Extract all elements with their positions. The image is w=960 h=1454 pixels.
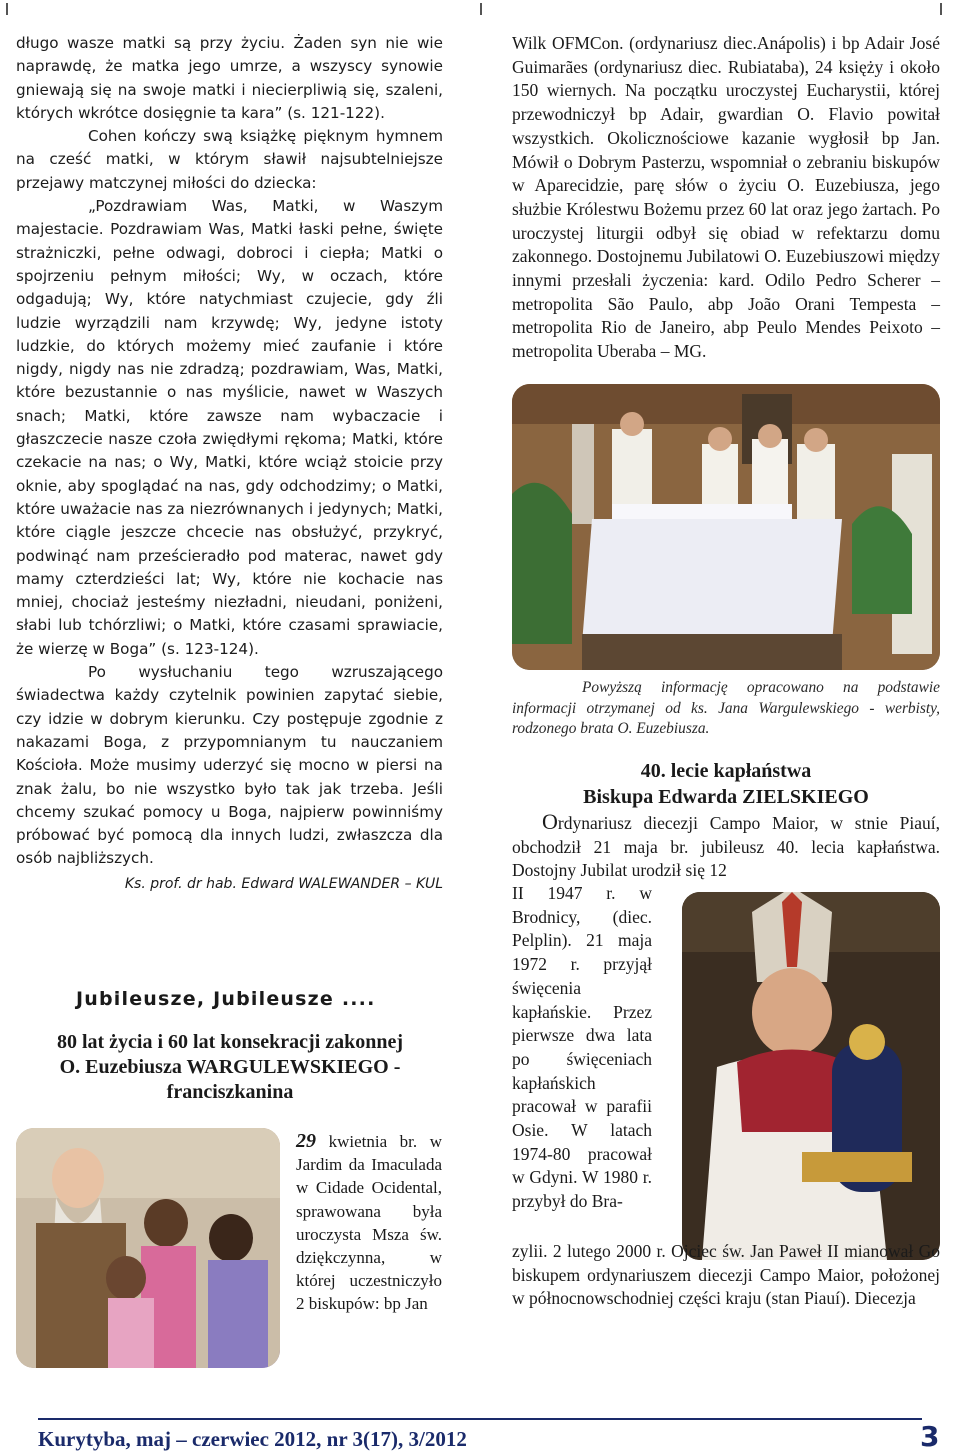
title-line: 80 lat życia i 60 lat konsekracji zakonnej [56,1031,404,1053]
source-note [512,678,940,740]
section-header: Jubileusze, Jubileusze .... [76,988,376,1010]
photo-illustration [682,892,940,1260]
bishop-intro [512,810,940,883]
title-line: Biskupa Edwarda ZIELSKIEGO [583,786,869,808]
page-number: 3 [920,1420,940,1453]
author-signature: Ks. prof. dr hab. Edward WALEWANDER – KUL [124,875,443,892]
friar-with-children-photo [16,1128,280,1368]
note-text: Powyższą informację opracowano na podstawie informacji otrzymanej od ks. Jana Wargulewskiego - werbisty, rodzonego brata O. Euzebiusza. [512,679,940,738]
photo-illustration [16,1128,280,1368]
paragraph: zylii. 2 lutego 2000 r. Ojciec św. Jan Paweł II mianował Go biskupem ordynariuszem diecezji Campo Maior, położonej w północnowschodniej części kraju (stan Piauí). Diecezja [512,1241,940,1309]
intro-text: rdynariusz diecezji Campo Maior, w stnie Piauí, obchodził 21 maja br. jubileusz 40. lecia kapłaństwa. Dostojny Jubilat urodził się 12 [512,813,940,881]
mass-altar-photo [512,384,940,670]
article-title [30,1030,430,1105]
bishop-continuation [512,1240,940,1311]
photo-illustration [512,384,940,670]
paragraph: II 1947 r. w Brodnicy, (diec. Pelplin). 21 maja 1972 r. przyjął święcenia kapłańskie. Przez pierwsze dwa lata po święceniach kapłańskich pracował w parafii Osie. W latach 1974-80 pracował w Gdyni. W 1980 r. przybył do Bra- [512,883,652,1212]
paragraph: długo wasze matki są przy życiu. Żaden syn nie wie naprawdę, że matka jego umrze, a wszyscy synowie gniewają się na swoje matki i niecierpliwią się, szaleni, których wkrótce dosięgnie ta kara” (s. 121-122). [16,34,443,122]
dropcap-date: 29 [296,1130,316,1152]
paragraph: Wilk OFMCon. (ordynariusz diec.Anápolis) i bp Adair José Guimarães (ordynariusz diec. Rubiataba), 24 księży i około 150 wiernych. Na początku uroczystej Eucharystii, której przewodniczył bp Adair, gwardian O. Flavio powitał wszystkich. Okolicznościowe kazanie wygłosił bp Jan. Mówił o Dobrym Pasterzu, wspomniał o zebraniu biskupów w Aparecidzie, parę słów o życiu O. Euzebiusza, jego służbie Królestwu Bożemu przez 60 lat oraz jego żartach. Po uroczystej liturgii odbył się obiad w refektarzu domu zakonnego. Dostojnemu Jubilatowi O. Euzebiuszowi między innymi przesłali życzenia: kard. Odilo Pedro Scherer – metropolita São Paulo, abp João Orani Tempesta – metropolita Rio de Janeiro, abp Peulo Mendes Peixoto – metropolita Uberaba – MG. [512,33,940,362]
right-column [512,32,940,364]
top-mark [940,3,942,15]
quote-paragraph: „Pozdrawiam Was, Matki, w Waszym majestacie. Pozdrawiam Was, Matki łaski pełne, święte strażniczki, pełne odwagi, dobroci i ciepła; Matki o spojrzeniu pełnym miłości; Wy, w oczach, które odgadują; Wy, które natychmiast czujecie, gdy źli ludzie wyrządzili nam krzywdę; Wy, jedyne istoty ludzkie, do których możemy mieć zaufanie i które nigdy, nigdy nas nie zdradzą; pozdrawiam, Was, Matki, które bezustannie o nas myślicie, nawet w Waszych snach; Matki, które zawsze nam wybaczacie i głaszczecie nasze czoła zwiędłymi rękoma; Matki, które czekacie na nas; o Wy, Matki, które wciąż stoicie przy oknie, aby spoglądać na nas, gdy odchodzimy; o Matki, które uważacie nas za niezrównanych i jedynych; Matki, które ciągle jeszcze chcecie nas obsłużyć, przykryć, podwinąć nam prześcieradło pod materac, nawet gdy mamy czterdzieści lat; Wy, które nie kochacie nas mniej, chociaż jesteśmy niezładni, nieudani, poniżeni, słabi lub tchórzliwi; o Matki, które czasami sprawiacie, że wierzę w Boga” (s. 123-124). [16,197,443,658]
drop-letter: O [542,809,558,834]
bishop-photo [682,892,940,1260]
left-column [16,32,443,896]
footer-rule [38,1418,922,1420]
bishop-narrow-text [512,882,652,1214]
jubilee-text [296,1130,442,1316]
top-mark [6,3,8,15]
paragraph: Po wysłuchaniu tego wzruszającego świadectwa każdy czytelnik powinien zapytać siebie, czy idzie w dobrym kierunku. Czy postępuje zgodnie z nakazami Boga, z przypomnianym tu nauczaniem Kościoła. Może musimy uderzyć się mocno w piersi na znak żalu, bo nie wszystko było tak jak trzeba. Jeśli chcemy szukać pomocy u Boga, najpierw powinniśmy próbować być pomocą dla innych ludzi, zwłaszcza dla osób najbliższych. [16,663,443,868]
top-mark [480,3,482,15]
article-title [512,758,940,810]
title-line: 40. lecie kapłaństwa [640,760,812,782]
title-line: franciszkanina [166,1081,294,1103]
jubilee-body: kwietnia br. w Jardim da Imaculada w Cidade Ocidental, sprawowana była uroczysta Msza św. dziękczynna, w której uczestniczyło 2 biskupów: bp Jan [296,1132,443,1314]
footer-issue-info: Kurytyba, maj – czerwiec 2012, nr 3(17), 3/2012 [38,1427,467,1451]
title-line: O. Euzebiusza WARGULEWSKIEGO - [59,1056,401,1078]
paragraph: Cohen kończy swą książkę pięknym hymnem na cześć matki, w którym sławił najsubtelniejsze przejawy matczynej miłości do dziecka: [16,127,443,192]
